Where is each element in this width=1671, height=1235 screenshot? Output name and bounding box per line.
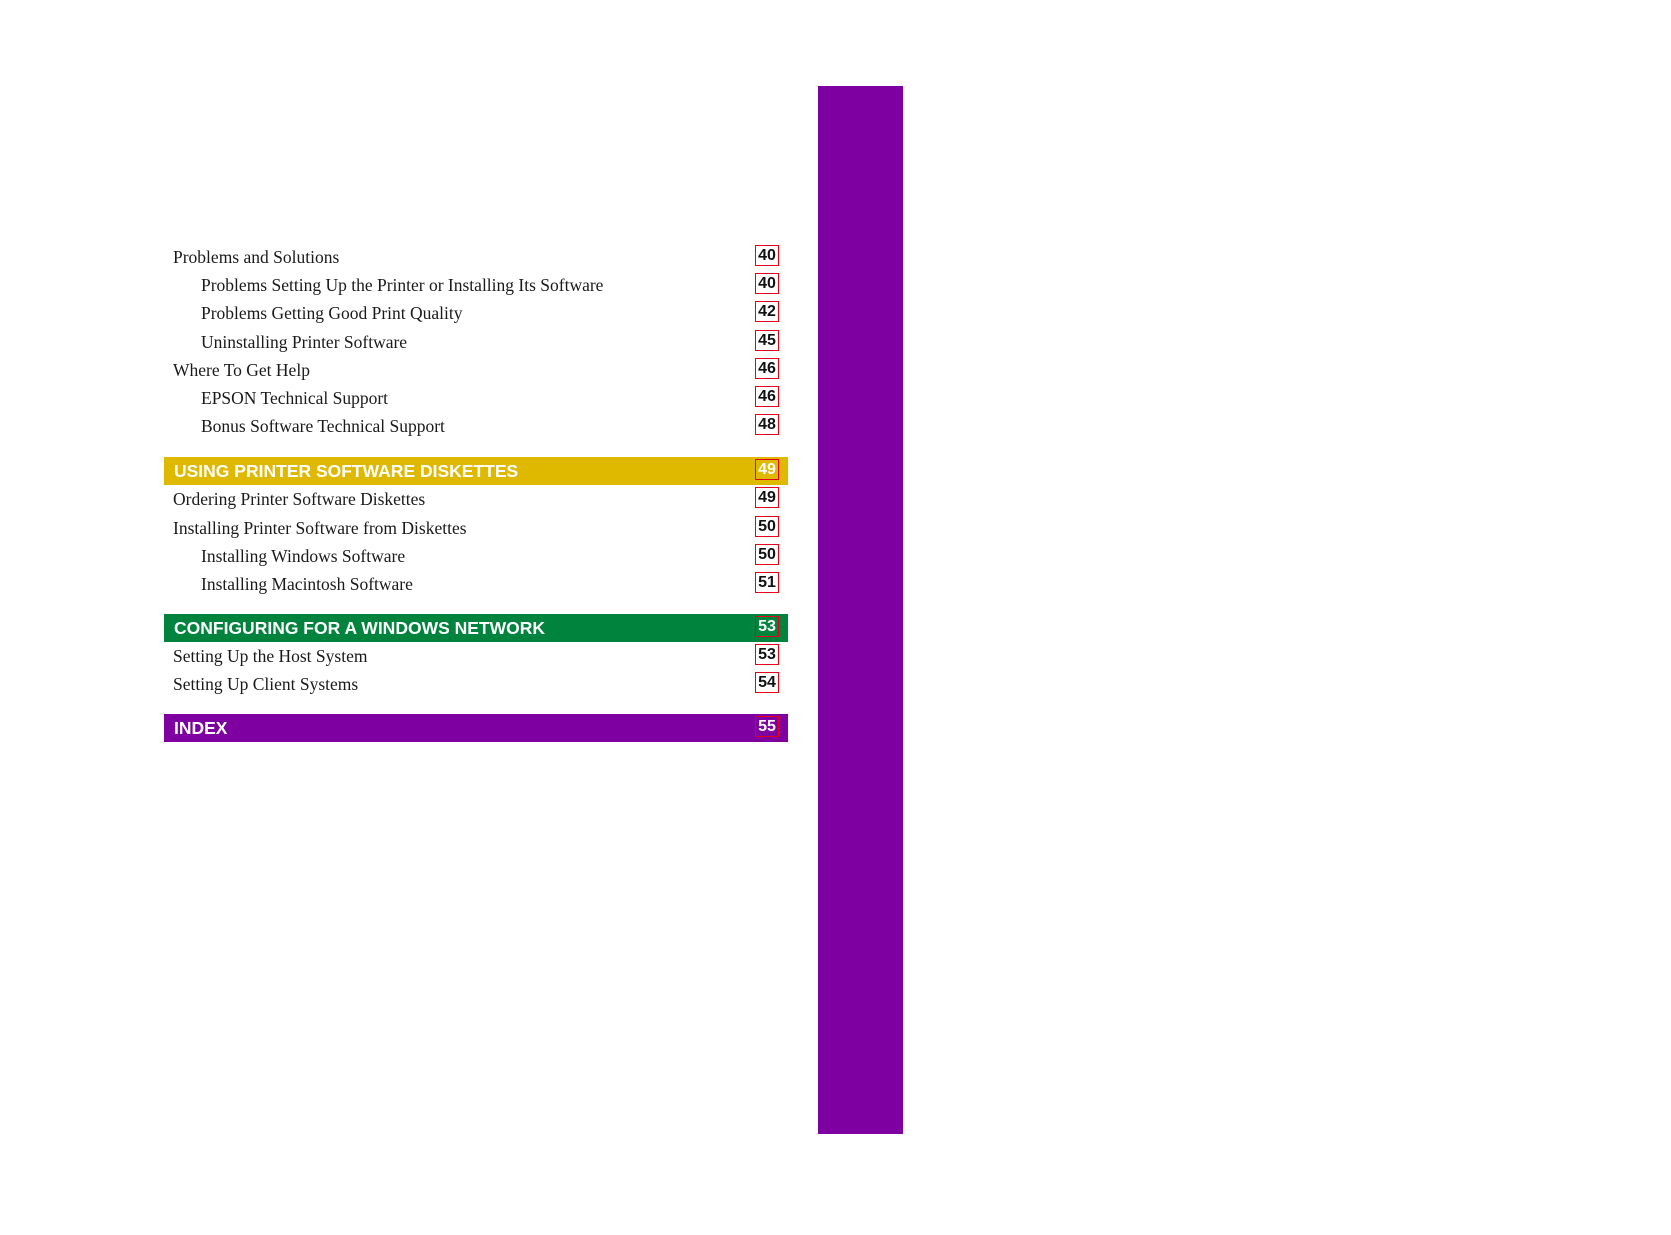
toc-chapter-header-diskettes[interactable] <box>164 457 788 485</box>
toc-page-number[interactable]: 51 <box>755 572 779 593</box>
toc-entry[interactable] <box>164 670 788 698</box>
toc-page-number[interactable]: 45 <box>755 330 779 351</box>
toc-entry-title: Ordering Printer Software Diskettes <box>173 489 426 510</box>
toc-entry[interactable] <box>164 642 788 670</box>
toc-page-number[interactable]: 50 <box>755 516 779 537</box>
toc-section-network <box>164 642 788 698</box>
toc-page-number[interactable]: 40 <box>755 273 779 294</box>
chapter-title: INDEX <box>174 718 228 739</box>
toc-entry[interactable] <box>164 570 788 598</box>
chapter-title: USING PRINTER SOFTWARE DISKETTES <box>174 461 519 482</box>
toc-page-number[interactable]: 54 <box>755 672 779 693</box>
toc-entry-title: Installing Windows Software <box>201 545 406 566</box>
chapter-title: CONFIGURING FOR A WINDOWS NETWORK <box>174 618 546 639</box>
toc-entry[interactable] <box>164 328 788 356</box>
toc-page-number[interactable]: 55 <box>755 716 779 737</box>
toc-entry[interactable] <box>164 384 788 412</box>
toc-page-number[interactable]: 46 <box>755 386 779 407</box>
toc-chapter-header-network[interactable] <box>164 614 788 642</box>
toc-entry-title: Setting Up the Host System <box>173 646 368 667</box>
table-of-contents <box>164 243 788 742</box>
toc-entry-title: Installing Macintosh Software <box>201 573 413 594</box>
chapter-tab-bar <box>818 86 1671 1171</box>
toc-entry[interactable] <box>164 243 788 271</box>
toc-entry-title: Problems Getting Good Print Quality <box>201 303 463 324</box>
toc-entry-title: Uninstalling Printer Software <box>201 331 408 352</box>
toc-entry[interactable] <box>164 299 788 327</box>
toc-entry-title: Setting Up Client Systems <box>173 674 359 695</box>
toc-entry-title: Where To Get Help <box>173 359 310 380</box>
toc-chapter-header-index[interactable] <box>164 714 788 742</box>
toc-entry[interactable] <box>164 542 788 570</box>
toc-entry[interactable] <box>164 271 788 299</box>
toc-entry[interactable] <box>164 514 788 542</box>
toc-entry-title: Bonus Software Technical Support <box>201 416 445 437</box>
toc-page-number[interactable]: 46 <box>755 358 779 379</box>
toc-entry[interactable] <box>164 412 788 440</box>
toc-entry-title: Installing Printer Software from Diskettes <box>173 517 467 538</box>
toc-page-number[interactable]: 49 <box>755 459 779 480</box>
toc-section-diskettes <box>164 485 788 598</box>
toc-page-number[interactable]: 53 <box>755 644 779 665</box>
toc-entry-title: EPSON Technical Support <box>201 387 389 408</box>
page-number: iii <box>1650 1148 1671 1171</box>
toc-section-troubleshooting <box>164 243 788 440</box>
toc-entry-title: Problems Setting Up the Printer or Installing Its Software <box>201 275 604 296</box>
toc-page-number[interactable]: 40 <box>755 245 779 266</box>
toc-page-number[interactable]: 53 <box>755 616 779 637</box>
toc-page-number[interactable]: 42 <box>755 301 779 322</box>
toc-entry[interactable] <box>164 485 788 513</box>
toc-entry-title: Problems and Solutions <box>173 247 340 267</box>
toc-page-number[interactable]: 49 <box>755 487 779 508</box>
toc-page-number[interactable]: 48 <box>755 414 779 435</box>
toc-page-number[interactable]: 50 <box>755 544 779 565</box>
toc-entry[interactable] <box>164 356 788 384</box>
